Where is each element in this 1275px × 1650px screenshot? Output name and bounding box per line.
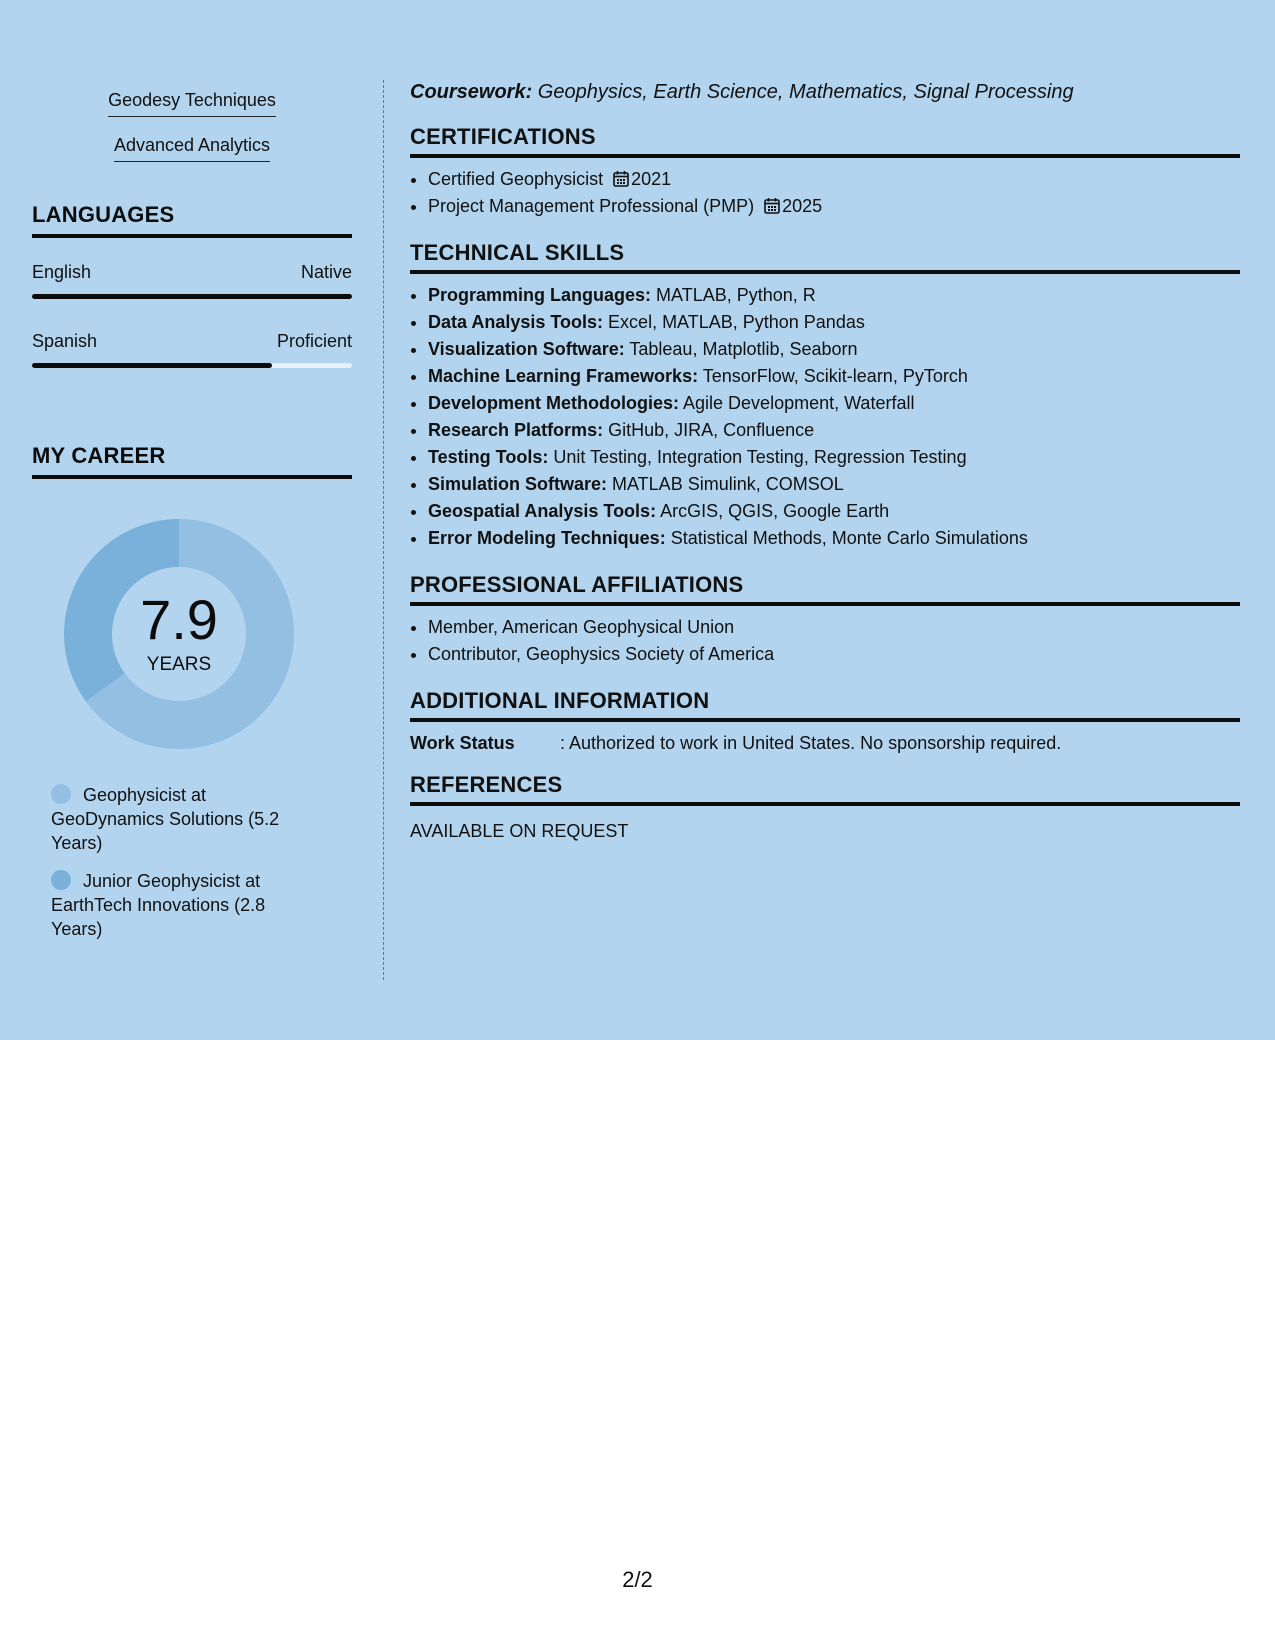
skill-label: Testing Tools: — [428, 447, 549, 467]
skill-value: Tableau, Matplotlib, Seaborn — [624, 339, 858, 359]
affiliations-heading: PROFESSIONAL AFFILIATIONS — [410, 572, 1240, 606]
technical-skill-item — [428, 471, 1240, 498]
skill-label: Simulation Software: — [428, 474, 608, 494]
work-status-row — [410, 730, 1240, 756]
skill-label: Development Methodologies: — [428, 393, 680, 413]
technical-skill-item — [428, 525, 1240, 552]
certifications-heading: CERTIFICATIONS — [410, 124, 1240, 158]
skill-label: Error Modeling Techniques: — [428, 528, 666, 548]
career-heading: MY CAREER — [32, 443, 352, 479]
skill-value: GitHub, JIRA, Confluence — [603, 420, 815, 440]
technical-skills-list — [428, 282, 1240, 552]
calendar-icon — [764, 197, 780, 214]
coursework-text: Geophysics, Earth Science, Mathematics, Signal Processing — [532, 81, 1074, 103]
skill-value: MATLAB Simulink, COMSOL — [607, 474, 844, 494]
coursework-label: Coursework: — [410, 81, 533, 103]
skill-label: Machine Learning Frameworks: — [428, 366, 699, 386]
skill-label: Programming Languages: — [428, 285, 652, 305]
language-proficiency-fill — [32, 363, 272, 368]
certification-name: Certified Geophysicist — [428, 169, 604, 189]
technical-skill-item — [428, 336, 1240, 363]
technical-skill-item — [428, 444, 1240, 471]
language-proficiency-fill — [32, 294, 352, 299]
career-donut-center — [64, 519, 294, 749]
skill-value: Excel, MATLAB, Python Pandas — [603, 312, 865, 332]
language-level: Proficient — [276, 331, 352, 351]
language-row — [32, 329, 352, 353]
work-status-value: : Authorized to work in United States. No sponsorship required. — [560, 733, 1062, 753]
career-legend-label: Junior Geophysicist at EarthTech Innovations (2.8 Years) — [51, 871, 266, 939]
skill-label: Data Analysis Tools: — [428, 312, 604, 332]
certification-year: 2025 — [782, 196, 823, 216]
language-row — [32, 260, 352, 284]
skill-tag: Advanced Analytics — [114, 133, 270, 162]
certification-name: Project Management Professional (PMP) — [428, 196, 755, 216]
career-legend-label: Geophysicist at GeoDynamics Solutions (5.2 Years) — [51, 785, 280, 853]
skill-value: Statistical Methods, Monte Carlo Simulations — [665, 528, 1028, 548]
left-column — [32, 70, 352, 955]
skill-value: TensorFlow, Scikit-learn, PyTorch — [698, 366, 968, 386]
language-proficiency-bar — [32, 363, 352, 368]
language-name: English — [32, 262, 92, 282]
skill-tags — [32, 88, 352, 162]
technical-skill-item — [428, 390, 1240, 417]
calendar-icon — [613, 170, 629, 187]
column-divider — [383, 80, 384, 980]
skill-label: Geospatial Analysis Tools: — [428, 501, 657, 521]
skill-label: Visualization Software: — [428, 339, 625, 359]
career-legend-item — [51, 869, 301, 941]
skill-label: Research Platforms: — [428, 420, 604, 440]
career-total-value: 7.9 — [140, 588, 218, 651]
skill-value: MATLAB, Python, R — [651, 285, 816, 305]
affiliations-list — [428, 614, 1240, 668]
affiliation-item: • Contributor, Geophysics Society of America — [428, 641, 1240, 668]
skill-value: ArcGIS, QGIS, Google Earth — [656, 501, 890, 521]
technical-skills-heading: TECHNICAL SKILLS — [410, 240, 1240, 274]
certifications-list — [428, 166, 1240, 220]
technical-skill-item — [428, 498, 1240, 525]
additional-info-heading: ADDITIONAL INFORMATION — [410, 688, 1240, 722]
technical-skill-item — [428, 282, 1240, 309]
technical-skill-item — [428, 417, 1240, 444]
right-column — [410, 78, 1240, 844]
career-legend-item — [51, 783, 301, 855]
certification-year: 2021 — [631, 169, 672, 189]
references-heading: REFERENCES — [410, 772, 1240, 806]
skill-value: Unit Testing, Integration Testing, Regression Testing — [548, 447, 967, 467]
coursework-line — [410, 78, 1240, 106]
references-text: AVAILABLE ON REQUEST — [410, 821, 629, 841]
technical-skill-item — [428, 363, 1240, 390]
skill-value: Agile Development, Waterfall — [679, 393, 915, 413]
page-number: 2/2 — [622, 1567, 653, 1592]
language-proficiency-bar — [32, 294, 352, 299]
legend-dot-icon — [51, 870, 71, 890]
affiliation-item: • Member, American Geophysical Union — [428, 614, 1240, 641]
certification-item — [428, 193, 1240, 220]
career-total-unit: YEARS — [146, 654, 212, 675]
language-name: Spanish — [32, 331, 98, 351]
skill-tag: Geodesy Techniques — [108, 88, 276, 117]
career-donut-chart — [64, 519, 294, 749]
technical-skill-item — [428, 309, 1240, 336]
legend-dot-icon — [51, 784, 71, 804]
certification-item — [428, 166, 1240, 193]
career-legend — [51, 783, 301, 941]
language-level: Native — [300, 262, 352, 282]
languages-heading: LANGUAGES — [32, 202, 352, 238]
work-status-label: Work Status — [410, 733, 515, 753]
